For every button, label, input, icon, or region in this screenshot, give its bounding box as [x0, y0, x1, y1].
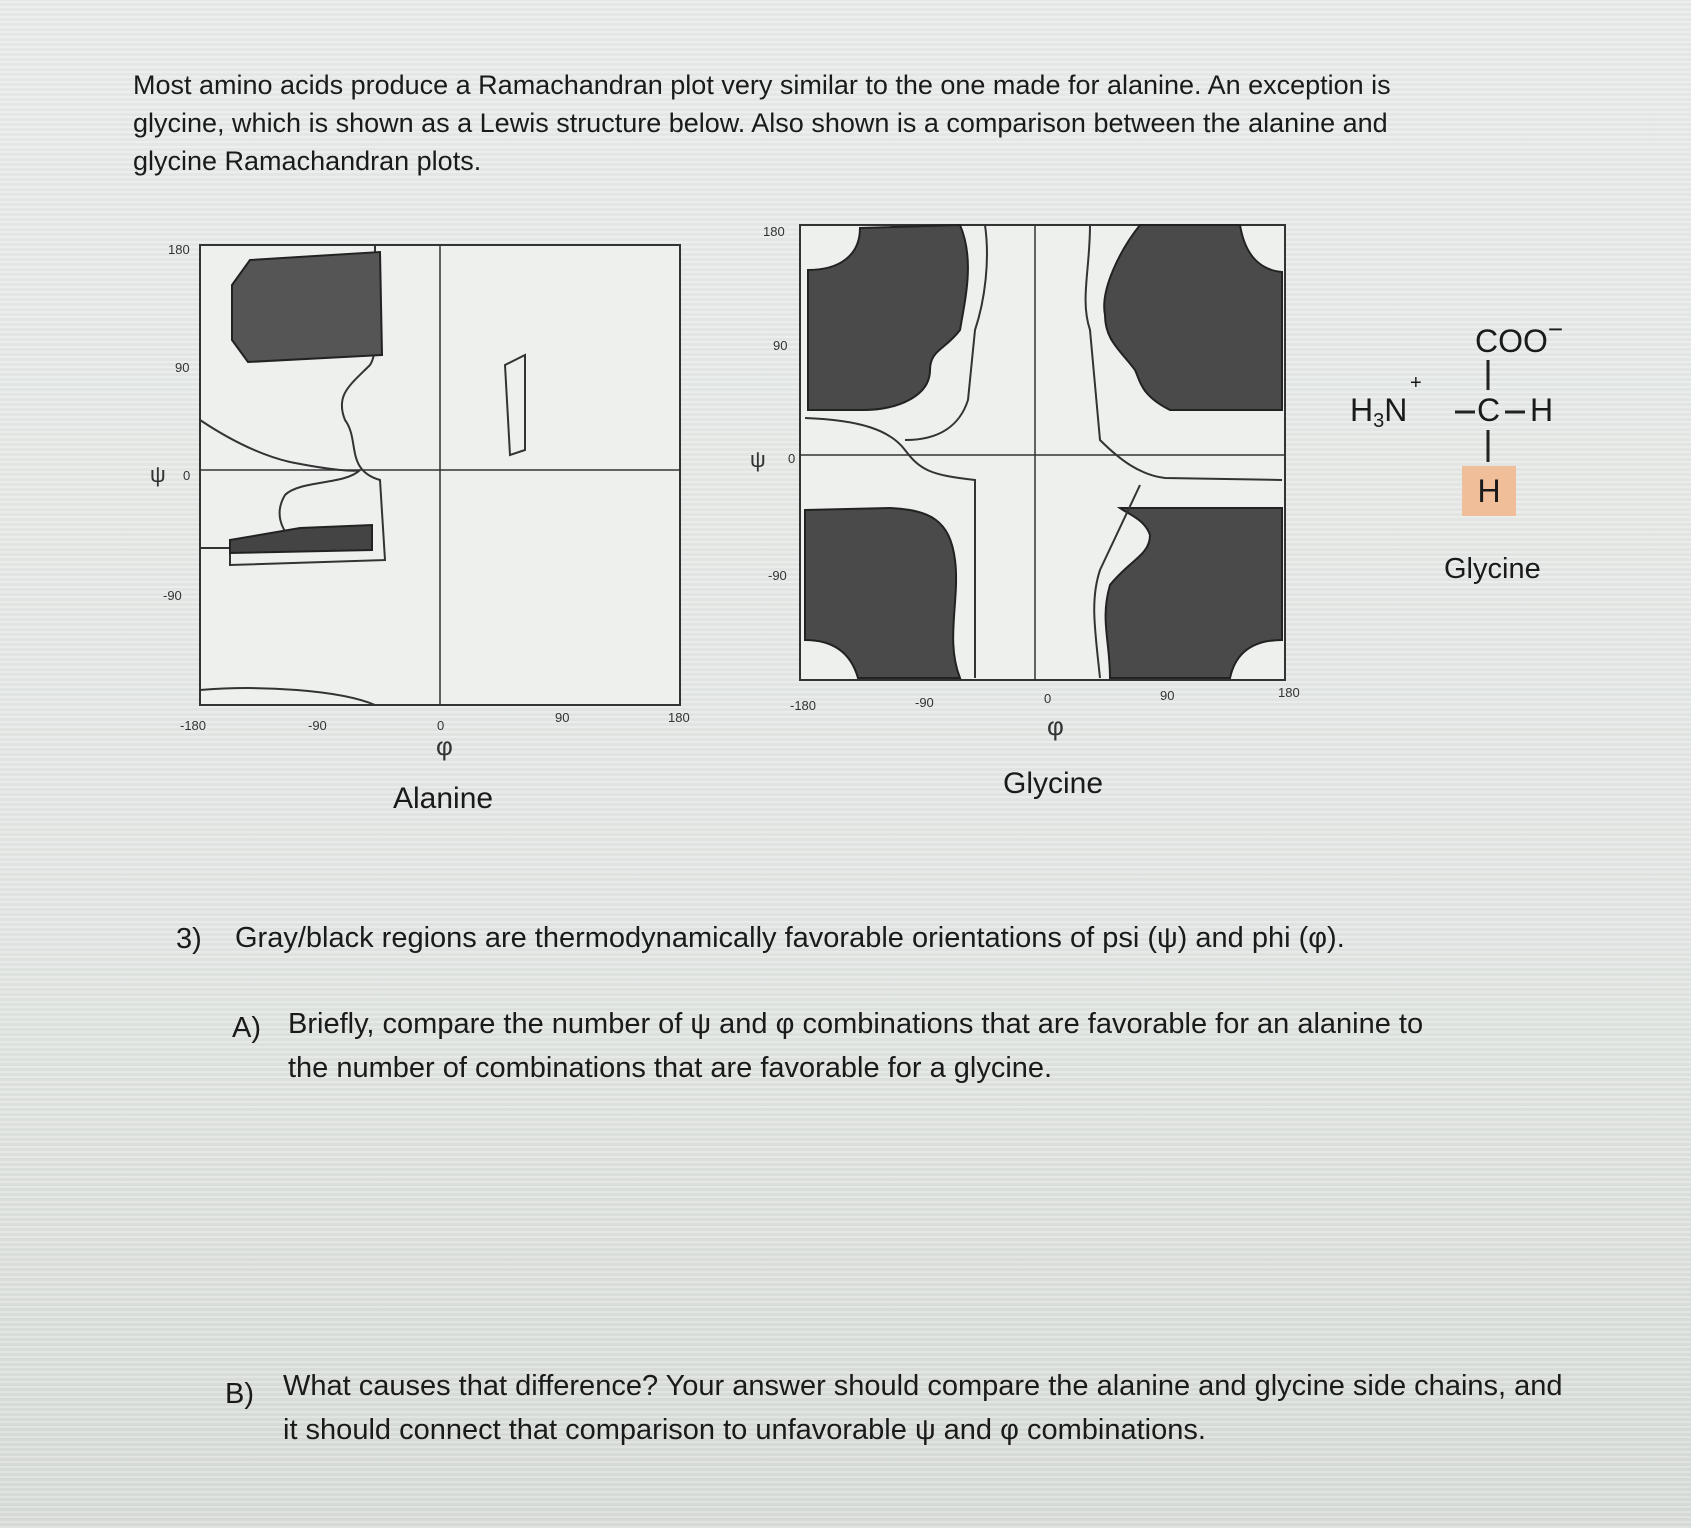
question-a-text: Briefly, compare the number of ψ and φ combinations that are favorable for an alanine to the number of combinations that are favorable for a glycine. [288, 1008, 1424, 1084]
alanine-ytick-90: 90 [175, 360, 190, 375]
structure-name: Glycine [1444, 553, 1541, 585]
glycine-plot [750, 224, 1300, 741]
h3n-group [1350, 392, 1407, 433]
glycine-plot-title: Glycine [1003, 767, 1104, 800]
question-a-label: A) [232, 1012, 261, 1044]
glycine-xlabel: φ [1047, 711, 1064, 741]
coo-charge: − [1547, 314, 1564, 344]
h-right: H [1530, 392, 1554, 428]
glycine-ylabel: ψ [750, 447, 766, 472]
alanine-xtick-180: 180 [668, 710, 690, 725]
alanine-plot-title: Alanine [393, 782, 494, 815]
alanine-plot [150, 242, 690, 761]
glycine-xtick-0: 0 [1044, 691, 1052, 706]
intro-paragraph: Most amino acids produce a Ramachandran plot very similar to the one made for alanine. An exception is glycine, which is shown as a Lewis structure below. Also shown is a comparison between the alanine and glycine Ramachandran plots. [133, 70, 1391, 176]
glycine-ytick-90: 90 [773, 338, 788, 353]
question-3-number: 3) [176, 923, 202, 955]
question-b-label: B) [225, 1378, 254, 1410]
alanine-ytick-neg90: -90 [163, 588, 182, 603]
glycine-xtick-neg180: -180 [790, 698, 817, 713]
h3n-subscript: 3 [1373, 410, 1385, 432]
alpha-carbon: C [1477, 392, 1501, 428]
glycine-ytick-180: 180 [763, 224, 785, 239]
alanine-xtick-90: 90 [555, 710, 570, 725]
alanine-ytick-0: 0 [183, 468, 191, 483]
glycine-xtick-90: 90 [1160, 688, 1175, 703]
coo-group [1475, 314, 1563, 360]
question-3-text: Gray/black regions are thermodynamically favorable orientations of psi (ψ) and phi (φ). [235, 922, 1345, 954]
alanine-ytick-180: 180 [168, 242, 190, 257]
question-b-text: What causes that difference? Your answer should compare the alanine and glycine side chains, and it should connect that comparison to unfavorable ψ and φ combinations. [283, 1370, 1563, 1446]
glycine-xtick-180: 180 [1278, 685, 1300, 700]
h3n-h: H [1350, 392, 1374, 428]
coo-label: COO [1475, 323, 1548, 359]
h3n-n: N [1384, 392, 1408, 428]
alanine-xtick-0: 0 [437, 718, 445, 733]
alanine-xlabel: φ [436, 731, 453, 761]
glycine-xtick-neg90: -90 [915, 695, 934, 710]
glycine-ytick-neg90: -90 [768, 568, 787, 583]
glycine-ytick-0: 0 [788, 451, 796, 466]
h-side-chain: H [1462, 466, 1516, 516]
alanine-beta-region [232, 252, 382, 362]
n-charge: + [1410, 372, 1422, 394]
alanine-xtick-neg180: -180 [180, 718, 207, 733]
alanine-ylabel: ψ [150, 462, 166, 487]
alanine-xtick-neg90: -90 [308, 718, 327, 733]
